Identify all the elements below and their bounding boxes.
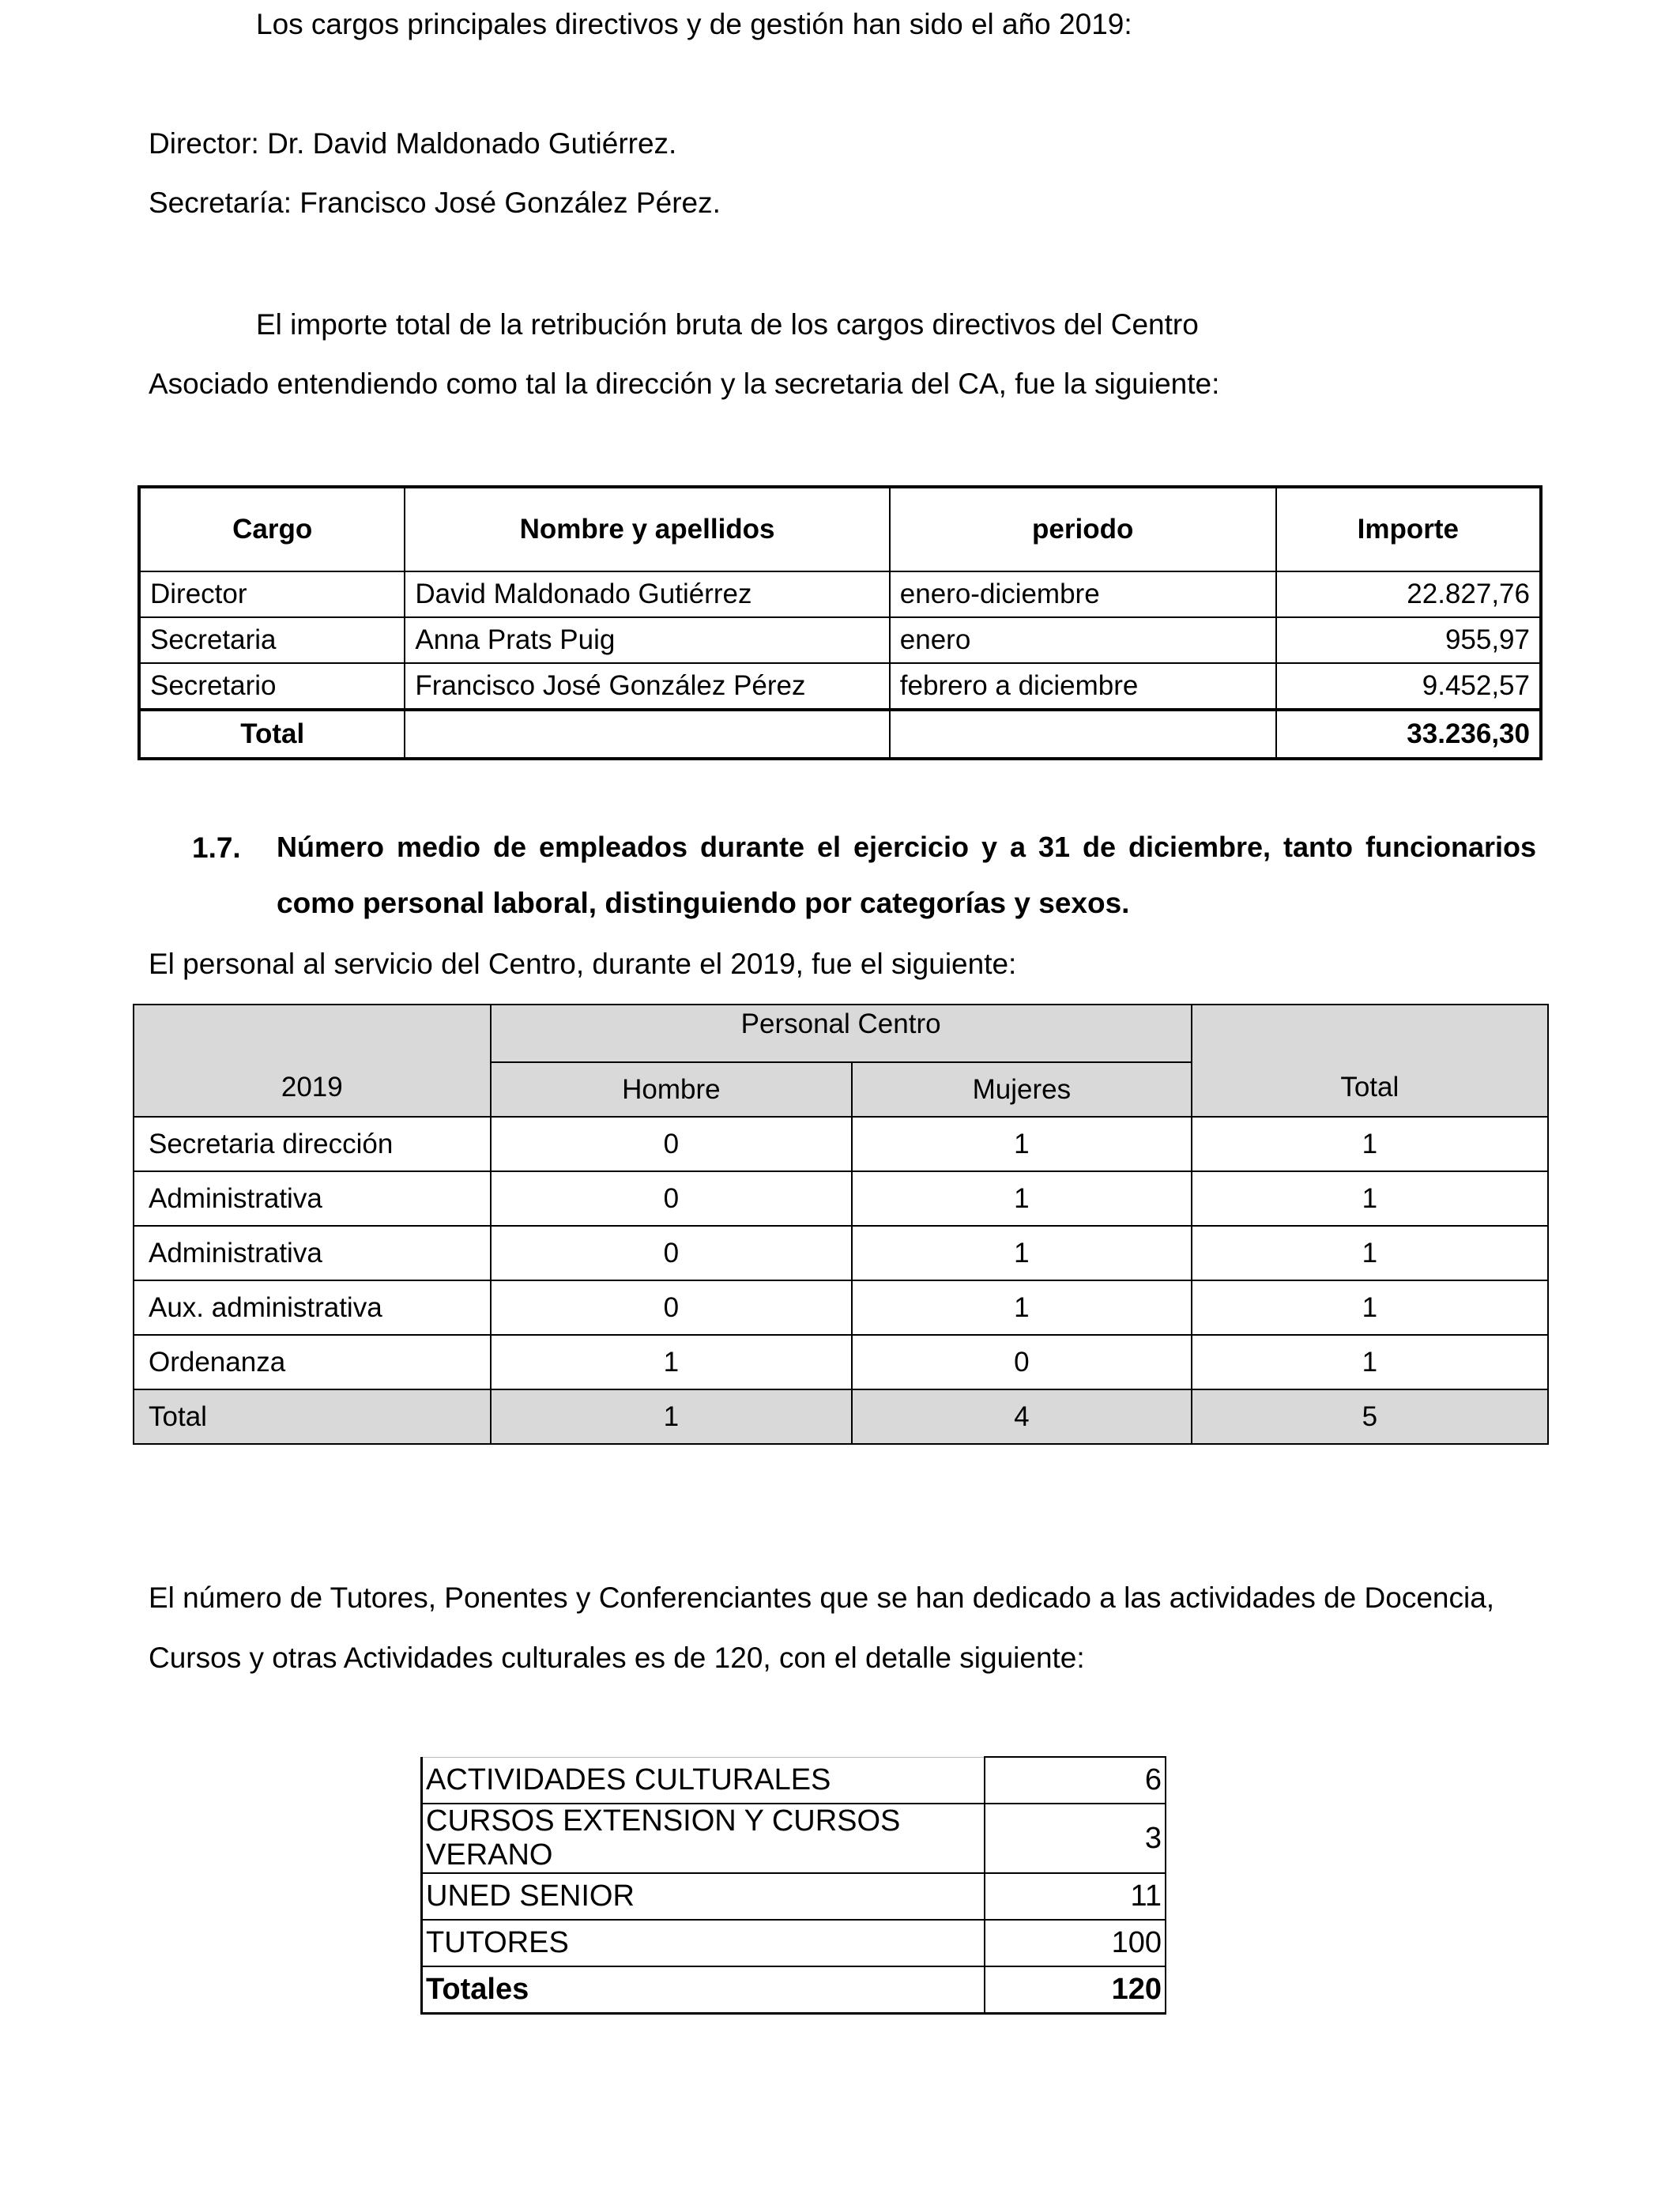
secretaria-line: Secretaría: Francisco José González Pérez.: [149, 187, 721, 219]
table-row: [134, 1171, 1548, 1226]
hombre-cell: 0: [491, 1171, 852, 1226]
retribucion-table: [137, 485, 1543, 760]
hombre-cell: 0: [491, 1280, 852, 1335]
mujeres-cell: 1: [852, 1117, 1192, 1171]
mujeres-cell: 0: [852, 1335, 1192, 1389]
actividad-label: CURSOS EXTENSION Y CURSOS VERANO: [422, 1804, 985, 1873]
table-row: [422, 1920, 1166, 1966]
section-title-2: como personal laboral, distinguiendo por categorías y sexos.: [277, 887, 1130, 919]
hombre-cell: 0: [491, 1226, 852, 1280]
total-cell: 1: [1192, 1117, 1548, 1171]
section-title-1: Número medio de empleados durante el ejercicio y a 31 de diciembre, tanto funcionarios: [277, 831, 1536, 863]
importe-line-2: Asociado entendiendo como tal la dirección y la secretaria del CA, fue la siguiente:: [149, 368, 1220, 400]
grand-total: 5: [1192, 1389, 1548, 1444]
header-cargo: Cargo: [139, 487, 405, 571]
section-number: 1.7.: [192, 831, 241, 864]
table-row: [139, 663, 1541, 710]
table-row: [422, 1804, 1166, 1873]
header-year: 2019: [134, 1005, 491, 1117]
categoria-cell: Aux. administrativa: [134, 1280, 491, 1335]
periodo-cell: enero-diciembre: [890, 571, 1276, 617]
periodo-cell: febrero a diciembre: [890, 663, 1276, 710]
tutores-line-2: Cursos y otras Actividades culturales es de 120, con el detalle siguiente:: [149, 1642, 1085, 1674]
header-nombre: Nombre y apellidos: [405, 487, 889, 571]
header-total: Total: [1192, 1005, 1548, 1117]
mujeres-cell: 1: [852, 1226, 1192, 1280]
nombre-cell: David Maldonado Gutiérrez: [405, 571, 889, 617]
table-row: [134, 1335, 1548, 1389]
mujeres-cell: 1: [852, 1171, 1192, 1226]
totales-value: 120: [985, 1966, 1166, 2014]
empty-cell: [890, 710, 1276, 759]
table-total-row: [134, 1389, 1548, 1444]
personal-table: [133, 1004, 1549, 1445]
table-total-row: [422, 1966, 1166, 2014]
nombre-cell: Francisco José González Pérez: [405, 663, 889, 710]
header-periodo: periodo: [890, 487, 1276, 571]
cargo-cell: Secretario: [139, 663, 405, 710]
periodo-cell: enero: [890, 617, 1276, 663]
intro-line: Los cargos principales directivos y de gestión han sido el año 2019:: [256, 8, 1132, 40]
actividad-value: 6: [985, 1757, 1166, 1804]
actividad-value: 3: [985, 1804, 1166, 1873]
importe-cell: 22.827,76: [1276, 571, 1541, 617]
importe-line-1: El importe total de la retribución bruta de los cargos directivos del Centro: [256, 308, 1199, 341]
header-hombre: Hombre: [491, 1062, 852, 1117]
header-personal-centro: Personal Centro: [491, 1005, 1192, 1062]
table-row: [134, 1280, 1548, 1335]
hombre-total: 1: [491, 1389, 852, 1444]
table-total-row: [139, 710, 1541, 759]
table-row: [134, 1226, 1548, 1280]
header-mujeres: Mujeres: [852, 1062, 1192, 1117]
section-lead: El personal al servicio del Centro, durante el 2019, fue el siguiente:: [149, 948, 1017, 980]
mujeres-cell: 1: [852, 1280, 1192, 1335]
actividades-table: [420, 1756, 1166, 2015]
categoria-cell: Ordenanza: [134, 1335, 491, 1389]
cargo-cell: Director: [139, 571, 405, 617]
cargo-cell: Secretaria: [139, 617, 405, 663]
actividad-value: 100: [985, 1920, 1166, 1966]
tutores-line-1: El número de Tutores, Ponentes y Conferenciantes que se han dedicado a las actividades de Docencia,: [149, 1581, 1495, 1614]
table-row: [422, 1873, 1166, 1920]
table-row: [134, 1117, 1548, 1171]
hombre-cell: 0: [491, 1117, 852, 1171]
total-value: 33.236,30: [1276, 710, 1541, 759]
empty-cell: [405, 710, 889, 759]
totales-label: Totales: [422, 1966, 985, 2014]
table-row: [422, 1757, 1166, 1804]
total-cell: 1: [1192, 1280, 1548, 1335]
categoria-cell: Secretaria dirección: [134, 1117, 491, 1171]
total-cell: 1: [1192, 1226, 1548, 1280]
director-line: Director: Dr. David Maldonado Gutiérrez.: [149, 127, 677, 160]
actividad-value: 11: [985, 1873, 1166, 1920]
mujeres-total: 4: [852, 1389, 1192, 1444]
categoria-cell: Administrativa: [134, 1171, 491, 1226]
importe-cell: 955,97: [1276, 617, 1541, 663]
header-importe: Importe: [1276, 487, 1541, 571]
total-label: Total: [134, 1389, 491, 1444]
total-cell: 1: [1192, 1171, 1548, 1226]
table-row: [139, 571, 1541, 617]
total-label: Total: [139, 710, 405, 759]
importe-cell: 9.452,57: [1276, 663, 1541, 710]
actividad-label: ACTIVIDADES CULTURALES: [422, 1757, 985, 1804]
hombre-cell: 1: [491, 1335, 852, 1389]
nombre-cell: Anna Prats Puig: [405, 617, 889, 663]
actividad-label: TUTORES: [422, 1920, 985, 1966]
table-row: [139, 617, 1541, 663]
table-header-row: [134, 1005, 1548, 1062]
actividad-label: UNED SENIOR: [422, 1873, 985, 1920]
categoria-cell: Administrativa: [134, 1226, 491, 1280]
table-header-row: [139, 487, 1541, 571]
total-cell: 1: [1192, 1335, 1548, 1389]
